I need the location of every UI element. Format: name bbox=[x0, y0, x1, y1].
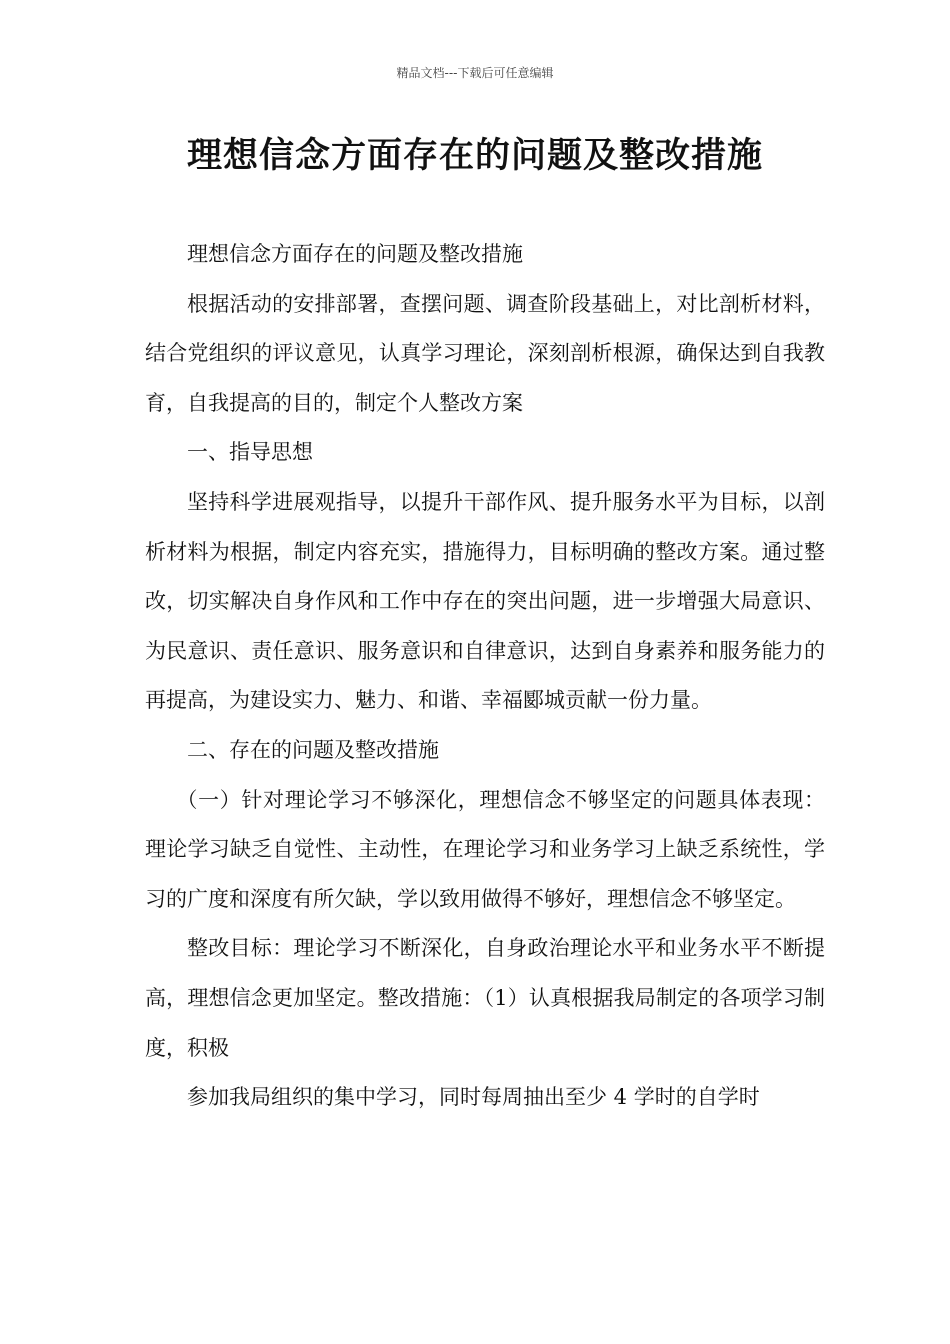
section-heading-problems-measures: 二、存在的问题及整改措施 bbox=[187, 737, 439, 762]
paragraph-problem-one: （一）针对理论学习不够深化，理想信念不够坚定的问题具体表现：理论学习缺乏自觉性、主动性，在理论学习和业务学习上缺乏系统性，学习的广度和深度有所欠缺，学以致用做得不够好，理想信念不够坚定。 bbox=[145, 787, 825, 911]
header-note: 精品文档---下载后可任意编辑 bbox=[396, 66, 554, 80]
paragraph-rectification-goal: 整改目标：理论学习不断深化，自身政治理论水平和业务水平不断提高，理想信念更加坚定。整改措施：（1）认真根据我局制定的各项学习制度，积极 bbox=[145, 936, 825, 1060]
document-title: 理想信念方面存在的问题及整改措施 bbox=[186, 136, 763, 176]
paragraph-guiding-thought: 坚持科学进展观指导，以提升干部作风、提升服务水平为目标，以剖析材料为根据，制定内容充实，措施得力，目标明确的整改方案。通过整改，切实解决自身作风和工作中存在的突出问题，进一步增强大局意识、为民意识、责任意识、服务意识和自律意识，达到自身素养和服务能力的再提高，为建设实力、魅力、和谐、幸福郾城贡献一份力量。 bbox=[145, 489, 825, 713]
paragraph-subtitle: 理想信念方面存在的问题及整改措施 bbox=[187, 242, 523, 266]
section-heading-guiding-thought: 一、指导思想 bbox=[187, 440, 313, 465]
paragraph-continuation: 参加我局组织的集中学习，同时每周抽出至少 4 学时的自学时 bbox=[187, 1085, 760, 1110]
paragraph-intro: 根据活动的安排部署，查摆问题、调查阶段基础上，对比剖析材料，结合党组织的评议意见，认真学习理论，深刻剖析根源，确保达到自我教育，自我提高的目的，制定个人整改方案 bbox=[145, 291, 825, 415]
document-body bbox=[145, 230, 825, 1123]
